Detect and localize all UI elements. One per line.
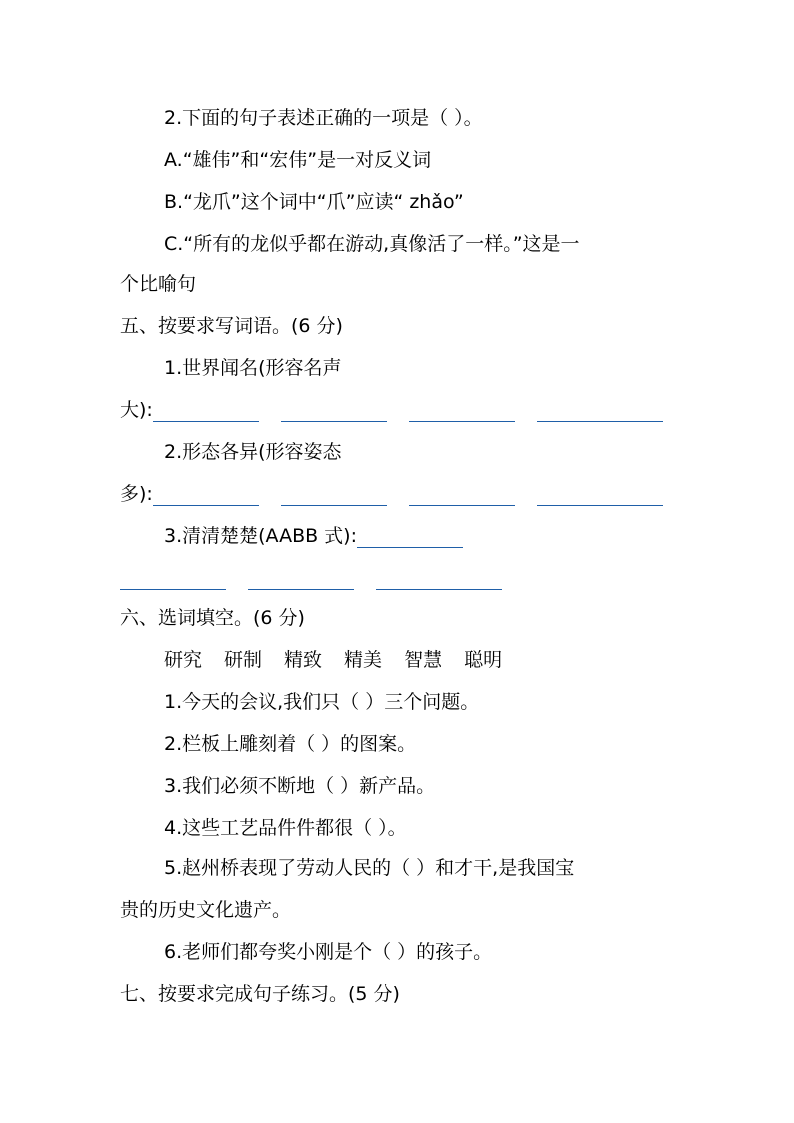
answer-blank[interactable]: [537, 401, 663, 422]
word-bank-item: 智慧: [404, 649, 443, 671]
word-bank-item: 研制: [224, 649, 263, 671]
s6-question-1: 1.今天的会议,我们只（ ）三个问题。: [164, 691, 480, 713]
section-7-title: 七、按要求完成句子练习。(5 分): [120, 983, 400, 1005]
s6-question-5-line2: 贵的历史文化遗产。: [120, 899, 292, 921]
s6-question-5-line1: 5.赵州桥表现了劳动人民的（ ）和才干,是我国宝: [164, 857, 575, 879]
s5-item1-line1: 1.世界闻名(形容名声: [164, 357, 342, 379]
s5-item1-prefix: 大):: [120, 399, 153, 421]
s5-item3-prefix: 3.清清楚楚(AABB 式):: [164, 525, 357, 547]
answer-blank[interactable]: [281, 485, 387, 506]
answer-blank[interactable]: [376, 569, 502, 590]
answer-blank[interactable]: [281, 401, 387, 422]
s6-question-3: 3.我们必须不断地（ ）新产品。: [164, 775, 436, 797]
answer-blank[interactable]: [409, 485, 515, 506]
answer-blank[interactable]: [537, 485, 663, 506]
option-c-line2: 个比喻句: [120, 273, 197, 295]
word-bank-item: 精美: [344, 649, 383, 671]
s5-item2-line1: 2.形态各异(形容姿态: [164, 441, 342, 463]
answer-blank[interactable]: [153, 485, 259, 506]
answer-blank[interactable]: [409, 401, 515, 422]
question-2-stem: 2.下面的句子表述正确的一项是（ ）。: [164, 107, 483, 129]
answer-blank[interactable]: [120, 569, 226, 590]
s5-item2-line2: [120, 482, 663, 506]
answer-blank[interactable]: [153, 401, 259, 422]
word-bank-item: 精致: [284, 649, 323, 671]
option-c-line1: C.“所有的龙似乎都在游动,真像活了一样。”这是一: [164, 233, 580, 255]
word-bank-item: 研究: [164, 649, 203, 671]
s5-item1-line2: [120, 398, 663, 422]
section-6-title: 六、选词填空。(6 分): [120, 607, 305, 629]
answer-blank[interactable]: [357, 527, 463, 548]
s5-item3-line1: [164, 524, 463, 548]
word-bank-item: 聪明: [464, 649, 503, 671]
answer-blank[interactable]: [248, 569, 354, 590]
s5-item2-prefix: 多):: [120, 483, 153, 505]
section-5-title: 五、按要求写词语。(6 分): [120, 315, 343, 337]
s5-item3-line2: [120, 566, 502, 590]
s6-question-2: 2.栏板上雕刻着（ ）的图案。: [164, 733, 417, 755]
option-b: B.“龙爪”这个词中“爪”应读“ zhǎo”: [164, 191, 464, 213]
word-bank: [164, 648, 524, 672]
s6-question-4: 4.这些工艺品件件都很（ ）。: [164, 817, 407, 839]
s6-question-6: 6.老师们都夸奖小刚是个（ ）的孩子。: [164, 941, 493, 963]
option-a: A.“雄伟”和“宏伟”是一对反义词: [164, 149, 432, 171]
